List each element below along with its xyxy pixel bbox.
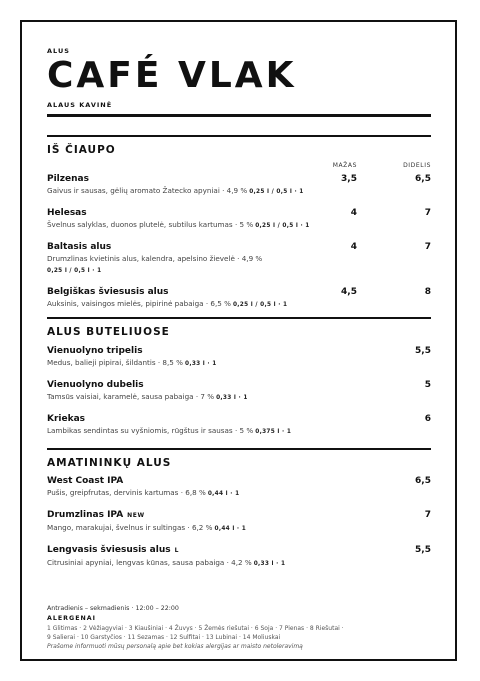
allergens-list-2: 9 Salierai · 10 Garstyčios · 11 Sezamas · 12 Sulfitai · 13 Lubinai · 14 Moliuskai [47,634,281,641]
price-small: 4,5 [341,287,357,297]
item-desc-text: Gaivus ir sausas, gėlių aromato Žatecko apyniai · 4,9 % [47,186,248,195]
item-description [47,557,431,570]
column-large: DIDELIS [403,162,431,169]
list-item [47,413,431,438]
item-description [47,298,431,311]
brand-title: CAFÉ VLAK [47,55,297,96]
new-badge: NEW [127,512,145,519]
item-desc-text: Švelnus salyklas, duonos plutelė, subtilus kartumas · 5 % [47,220,254,229]
section-title: IŠ ČIAUPO [47,144,116,156]
item-name-text: Lengvasis šviesusis alus [47,545,171,555]
price-small: 3,5 [341,174,357,184]
price: 5,5 [415,346,431,356]
item-name: Vienuolyno dubelis [47,380,144,390]
item-name: Vienuolyno tripelis [47,346,143,356]
list-item [47,544,431,570]
item-name: Pilzenas [47,174,89,184]
header-rule [47,114,431,117]
price-large: 7 [424,208,431,218]
price: 6,5 [415,476,431,486]
price-large: 8 [424,287,431,297]
item-name [47,475,431,487]
allergens-title: ALERGENAI [47,615,96,622]
item-description [47,357,431,370]
item-size: 0,44 l · 1 [214,526,247,532]
header-kicker: ALUS [47,47,70,55]
section-rule [47,448,431,450]
item-size: 0,25 l / 0,5 l · 1 [249,189,304,195]
list-item [47,241,431,277]
item-name [47,509,431,522]
section-rule-top [47,135,431,137]
list-item [47,345,431,370]
item-name: Kriekas [47,414,86,424]
item-size: 0,375 l · 1 [255,429,292,435]
price: 5,5 [415,545,431,555]
item-description [47,487,431,500]
item-size: 0,33 l · 1 [253,561,286,567]
price-small: 4 [350,242,357,252]
item-description [47,522,431,535]
item-size: 0,25 l / 0,5 l · 1 [47,268,102,274]
item-desc-text: Medus, balieji pipirai, šildantis · 8,5 % [47,358,183,367]
item-desc-text: Mango, marakujai, švelnus ir sultingas · 6,2 % [47,523,213,532]
item-size: 0,33 l · 1 [184,361,217,367]
item-description [47,391,431,404]
price-large: 7 [424,242,431,252]
list-item [47,173,431,198]
footer [47,604,431,651]
section-tap [47,143,431,311]
item-desc-text: Tamsūs vaisiai, karamelė, sausa pabaiga · 7 % [47,392,215,401]
item-size: 0,44 l · 1 [207,491,240,497]
price-small: 4 [350,208,357,218]
section-bottled [47,325,431,438]
item-desc-text: Lambikas sendintas su vyšniomis, rūgštus ir sausas · 5 % [47,426,254,435]
column-small: MAŽAS [332,162,357,169]
item-description [47,219,431,232]
item-size: 0,25 l / 0,5 l · 1 [255,223,310,229]
price: 5 [424,380,431,390]
list-item [47,379,431,404]
item-desc-text: Pušis, greipfrutas, dervinis kartumas · 6,8 % [47,488,206,497]
item-desc-text: Auksinis, vaisingos mielės, pipirinė pabaiga · 6,5 % [47,299,231,308]
item-desc-text: Citrusiniai apyniai, lengvas kūnas, sausa pabaiga · 4,2 % [47,558,252,567]
item-name-text: Drumzlinas IPA [47,510,124,520]
list-item [47,207,431,232]
item-name: Baltasis alus [47,242,112,252]
section-craft [47,456,431,570]
item-name-text: West Coast IPA [47,476,124,486]
list-item [47,509,431,535]
item-size: 0,25 l / 0,5 l · 1 [232,302,288,308]
opening-hours: Antradienis – sekmadienis · 12:00 – 22:00 [47,605,179,612]
list-item [47,286,431,311]
menu-content [47,47,431,651]
section-title: AMATININKŲ ALUS [47,457,172,469]
item-description [47,185,431,198]
brand-subtitle: ALAUS KAVINĖ [47,101,113,109]
price: 6 [424,414,431,424]
section-title: ALUS BUTELIUOSE [47,326,170,338]
allergy-note: Prašome informuoti mūsų personalą apie bet kokias alergijas ar maisto netoleravimą [47,643,303,650]
light-badge: L [174,547,180,554]
item-name: Belgiškas šviesusis alus [47,287,169,297]
item-size: 0,33 l · 1 [216,395,248,401]
item-description [47,425,431,438]
item-size-line [47,264,431,277]
menu-frame [20,20,457,661]
price: 7 [424,510,431,520]
item-name: Helesas [47,208,87,218]
list-item [47,475,431,500]
allergens-list-1: 1 Glitimas · 2 Vėžiagyviai · 3 Kiaušiniai · 4 Žuvys · 5 Žemės riešutai · 6 Soja · 7 Pienas · 8 Riešutai · [47,625,344,632]
item-description: Drumzlinas kvietinis alus, kalendra, apelsino žievelė · 4,9 % [47,254,263,263]
section-rule [47,317,431,319]
price-large: 6,5 [415,174,431,184]
column-headers [47,162,431,172]
item-name [47,544,431,557]
